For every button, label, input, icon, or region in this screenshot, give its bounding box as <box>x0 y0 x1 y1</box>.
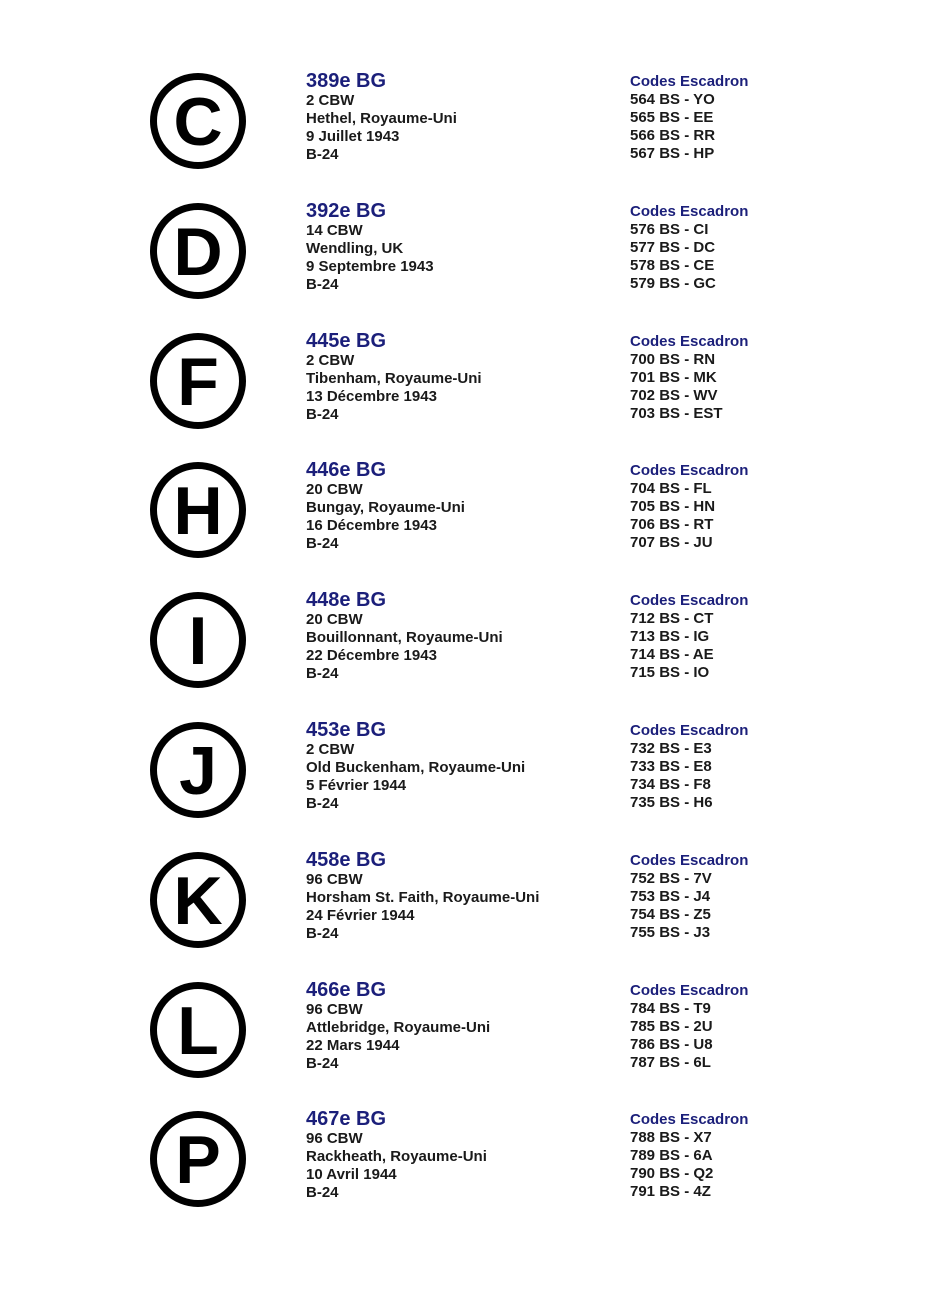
bomb-group-entry <box>0 850 930 980</box>
squadron-codes <box>630 852 890 942</box>
base-location: Wendling, UK <box>306 240 404 257</box>
arrival-date: 9 Juillet 1943 <box>306 128 400 145</box>
squadron-codes-title: Codes Escadron <box>630 1111 749 1128</box>
squadron-code: 733 BS - E8 <box>630 758 712 775</box>
group-info <box>306 331 606 424</box>
squadron-code: 707 BS - JU <box>630 534 713 551</box>
group-info <box>306 71 606 164</box>
squadron-codes <box>630 982 890 1072</box>
group-tail-emblem <box>149 851 247 949</box>
group-tail-emblem <box>149 721 247 819</box>
squadron-code: 700 BS - RN <box>630 351 716 368</box>
group-tail-emblem <box>149 1110 247 1208</box>
squadron-code: 714 BS - AE <box>630 646 714 663</box>
squadron-code: 754 BS - Z5 <box>630 906 711 923</box>
group-name: 466e BG <box>306 979 387 1001</box>
squadron-code: 564 BS - YO <box>630 91 715 108</box>
squadron-codes-title: Codes Escadron <box>630 73 749 90</box>
squadron-code: 787 BS - 6L <box>630 1054 711 1071</box>
aircraft-type: B-24 <box>306 406 339 423</box>
squadron-code: 755 BS - J3 <box>630 924 711 941</box>
aircraft-type: B-24 <box>306 1055 339 1072</box>
base-location: Tibenham, Royaume-Uni <box>306 370 482 387</box>
squadron-codes-title: Codes Escadron <box>630 333 749 350</box>
squadron-codes <box>630 333 890 423</box>
group-tail-emblem <box>149 461 247 559</box>
bomb-group-entry <box>0 201 930 331</box>
arrival-date: 13 Décembre 1943 <box>306 388 437 405</box>
aircraft-type: B-24 <box>306 665 339 682</box>
squadron-codes <box>630 592 890 682</box>
combat-wing: 96 CBW <box>306 1130 363 1147</box>
squadron-code: 734 BS - F8 <box>630 776 711 793</box>
emblem-graphic <box>149 72 247 170</box>
group-name: 445e BG <box>306 330 387 352</box>
squadron-codes-title: Codes Escadron <box>630 462 749 479</box>
group-info <box>306 980 606 1073</box>
squadron-codes <box>630 722 890 812</box>
emblem-letter: C <box>173 84 223 160</box>
aircraft-type: B-24 <box>306 925 339 942</box>
squadron-code: 752 BS - 7V <box>630 870 712 887</box>
squadron-code: 732 BS - E3 <box>630 740 712 757</box>
squadron-codes-title: Codes Escadron <box>630 982 749 999</box>
aircraft-type: B-24 <box>306 146 339 163</box>
emblem-graphic <box>149 591 247 689</box>
combat-wing: 20 CBW <box>306 611 363 628</box>
bomb-group-entry <box>0 980 930 1110</box>
squadron-code: 704 BS - FL <box>630 480 712 497</box>
base-location: Bungay, Royaume-Uni <box>306 499 465 516</box>
combat-wing: 2 CBW <box>306 741 355 758</box>
group-info <box>306 1109 606 1202</box>
group-name: 453e BG <box>306 719 387 741</box>
group-name: 467e BG <box>306 1108 387 1130</box>
squadron-codes-title: Codes Escadron <box>630 592 749 609</box>
squadron-code: 790 BS - Q2 <box>630 1165 714 1182</box>
emblem-graphic <box>149 461 247 559</box>
base-location: Horsham St. Faith, Royaume-Uni <box>306 889 540 906</box>
combat-wing: 20 CBW <box>306 481 363 498</box>
group-tail-emblem <box>149 202 247 300</box>
bomb-group-entry <box>0 71 930 201</box>
combat-wing: 96 CBW <box>306 871 363 888</box>
aircraft-type: B-24 <box>306 795 339 812</box>
group-tail-emblem <box>149 72 247 170</box>
squadron-code: 577 BS - DC <box>630 239 716 256</box>
squadron-codes-title: Codes Escadron <box>630 722 749 739</box>
squadron-code: 788 BS - X7 <box>630 1129 712 1146</box>
squadron-code: 567 BS - HP <box>630 145 715 162</box>
group-tail-emblem <box>149 591 247 689</box>
squadron-code: 701 BS - MK <box>630 369 717 386</box>
group-info <box>306 850 606 943</box>
squadron-code: 713 BS - IG <box>630 628 710 645</box>
group-info <box>306 590 606 683</box>
emblem-graphic <box>149 851 247 949</box>
aircraft-type: B-24 <box>306 535 339 552</box>
combat-wing: 96 CBW <box>306 1001 363 1018</box>
squadron-code: 789 BS - 6A <box>630 1147 713 1164</box>
arrival-date: 5 Février 1944 <box>306 777 407 794</box>
squadron-code: 786 BS - U8 <box>630 1036 713 1053</box>
group-info <box>306 201 606 294</box>
squadron-codes <box>630 1111 890 1201</box>
squadron-codes <box>630 203 890 293</box>
arrival-date: 22 Mars 1944 <box>306 1037 400 1054</box>
aircraft-type: B-24 <box>306 1184 339 1201</box>
arrival-date: 9 Septembre 1943 <box>306 258 434 275</box>
emblem-graphic <box>149 981 247 1079</box>
squadron-code: 735 BS - H6 <box>630 794 713 811</box>
group-name: 448e BG <box>306 589 387 611</box>
squadron-code: 715 BS - IO <box>630 664 710 681</box>
combat-wing: 2 CBW <box>306 352 355 369</box>
squadron-code: 576 BS - CI <box>630 221 709 238</box>
arrival-date: 16 Décembre 1943 <box>306 517 437 534</box>
squadron-codes-title: Codes Escadron <box>630 852 749 869</box>
arrival-date: 24 Février 1944 <box>306 907 415 924</box>
group-tail-emblem <box>149 981 247 1079</box>
bomb-group-entry <box>0 720 930 850</box>
squadron-codes <box>630 73 890 163</box>
squadron-code: 712 BS - CT <box>630 610 714 627</box>
bomb-group-entry <box>0 590 930 720</box>
emblem-graphic <box>149 202 247 300</box>
emblem-graphic <box>149 332 247 430</box>
aircraft-type: B-24 <box>306 276 339 293</box>
base-location: Hethel, Royaume-Uni <box>306 110 457 127</box>
squadron-code: 578 BS - CE <box>630 257 715 274</box>
squadron-code: 705 BS - HN <box>630 498 716 515</box>
bomb-group-entry <box>0 1109 930 1239</box>
combat-wing: 14 CBW <box>306 222 363 239</box>
base-location: Old Buckenham, Royaume-Uni <box>306 759 526 776</box>
squadron-code: 565 BS - EE <box>630 109 714 126</box>
squadron-code: 702 BS - WV <box>630 387 718 404</box>
squadron-code: 566 BS - RR <box>630 127 716 144</box>
base-location: Attlebridge, Royaume-Uni <box>306 1019 491 1036</box>
emblem-graphic <box>149 1110 247 1208</box>
group-name: 392e BG <box>306 200 387 222</box>
emblem-letter: F <box>177 344 219 420</box>
squadron-code: 784 BS - T9 <box>630 1000 711 1017</box>
emblem-letter: K <box>173 863 223 939</box>
combat-wing: 2 CBW <box>306 92 355 109</box>
group-name: 458e BG <box>306 849 387 871</box>
emblem-letter: J <box>179 733 217 809</box>
squadron-code: 785 BS - 2U <box>630 1018 713 1035</box>
squadron-code: 753 BS - J4 <box>630 888 711 905</box>
squadron-code: 791 BS - 4Z <box>630 1183 711 1200</box>
bomb-group-entry <box>0 460 930 590</box>
emblem-letter: L <box>177 993 219 1069</box>
arrival-date: 22 Décembre 1943 <box>306 647 437 664</box>
squadron-code: 703 BS - EST <box>630 405 723 422</box>
emblem-letter: I <box>188 603 208 679</box>
squadron-code: 706 BS - RT <box>630 516 714 533</box>
group-info <box>306 720 606 813</box>
group-tail-emblem <box>149 332 247 430</box>
emblem-letter: D <box>173 214 223 290</box>
squadron-codes <box>630 462 890 552</box>
squadron-code: 579 BS - GC <box>630 275 716 292</box>
squadron-codes-title: Codes Escadron <box>630 203 749 220</box>
group-name: 389e BG <box>306 70 387 92</box>
base-location: Rackheath, Royaume-Uni <box>306 1148 487 1165</box>
group-info <box>306 460 606 553</box>
emblem-graphic <box>149 721 247 819</box>
bomb-group-entry <box>0 331 930 461</box>
arrival-date: 10 Avril 1944 <box>306 1166 397 1183</box>
emblem-letter: P <box>175 1122 221 1198</box>
base-location: Bouillonnant, Royaume-Uni <box>306 629 503 646</box>
group-name: 446e BG <box>306 459 387 481</box>
emblem-letter: H <box>173 473 223 549</box>
